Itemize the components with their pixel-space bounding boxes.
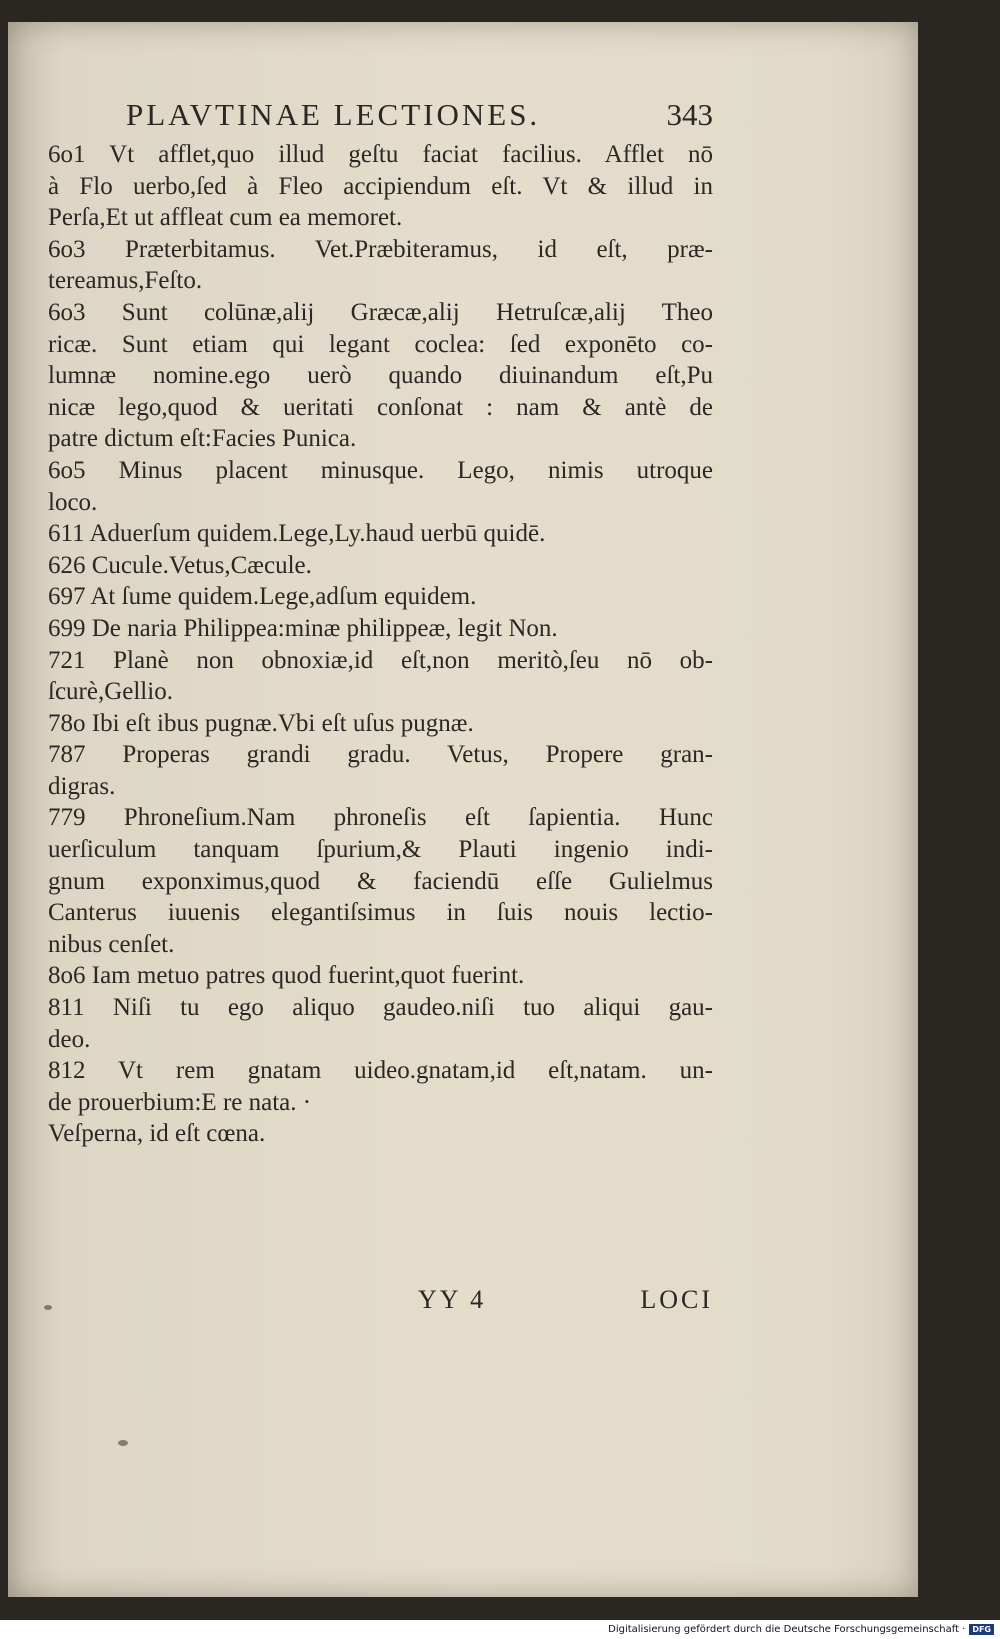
- text-line: 6o5 Minus placent minusque. Lego, nimis utroque: [48, 456, 713, 484]
- text-line: 611 Aduerſum quidem.Lege,Ly.haud uerbū quidē.: [48, 520, 546, 548]
- text-line: ſcurè,Gellio.: [48, 678, 173, 706]
- text-line: Perſa,Et ut affleat cum ea memoret.: [48, 204, 403, 232]
- catchword: LOCI: [640, 1285, 713, 1314]
- text-line: uerſiculum tanquam ſpurium,& Plauti ingenio indi-: [48, 836, 713, 864]
- text-line: 699 De naria Philippea:minæ philippeæ, legit Non.: [48, 614, 558, 642]
- text-line: tereamus,Feſto.: [48, 267, 203, 295]
- digitization-footer: [608, 1622, 994, 1637]
- text-line: patre dictum eſt:Facies Punica.: [48, 425, 357, 453]
- text-line: 626 Cucule.Vetus,Cæcule.: [48, 551, 312, 579]
- running-head: [48, 97, 713, 139]
- text-line: 6o3 Sunt colūnæ,alij Græcæ,alij Hetruſcæ,alij Theo: [48, 298, 713, 326]
- text-line: Veſperna, id eſt cœna.: [48, 1120, 266, 1148]
- page-number: 343: [666, 97, 713, 132]
- text-line: de prouerbium:E re nata. ·: [48, 1088, 312, 1116]
- text-line: 779 Phroneſium.Nam phroneſis eſt ſapientia. Hunc: [48, 804, 713, 832]
- text-line: 787 Properas grandi gradu. Vetus, Propere gran-: [48, 741, 713, 769]
- text-line: à Flo uerbo,ſed à Fleo accipiendum eſt. Vt & illud in: [48, 172, 713, 200]
- text-line: 697 At ſume quidem.Lege,adſum equidem.: [48, 583, 477, 611]
- text-line: nibus cenſet.: [48, 930, 175, 958]
- text-line: nicæ lego,quod & ueritati conſonat : nam & antè de: [48, 393, 713, 421]
- text-line: ricæ. Sunt etiam qui legant coclea: ſed exponēto co-: [48, 330, 713, 358]
- text-line: 6o3 Præterbitamus. Vet.Præbiteramus, id eſt, præ-: [48, 235, 713, 263]
- text-line: 811 Niſi tu ego aliquo gaudeo.niſi tuo aliqui gau-: [48, 994, 713, 1022]
- ink-smudge: [118, 1440, 128, 1446]
- book-page: [8, 22, 918, 1597]
- running-head-title: PLAVTINAE LECTIONES.: [126, 97, 541, 132]
- text-block: [48, 97, 713, 1314]
- catch-line: [48, 1285, 713, 1319]
- text-line: deo.: [48, 1025, 91, 1053]
- text-line: 78o Ibi eſt ibus pugnæ.Vbi eſt uſus pugnæ.: [48, 709, 474, 737]
- dfg-logo: DFG: [969, 1624, 994, 1635]
- text-line: 6o1 Vt afflet,quo illud geſtu faciat facilius. Afflet nō: [48, 141, 713, 168]
- text-line: loco.: [48, 488, 98, 516]
- text-line: Canterus iuuenis elegantiſsimus in ſuis nouis lectio-: [48, 899, 713, 927]
- footer-text: Digitalisierung gefördert durch die Deutsche Forschungsgemeinschaft ·: [608, 1624, 966, 1635]
- text-line: lumnæ nomine.ego uerò quando diuinandum eſt,Pu: [48, 362, 713, 390]
- text-line: gnum exponximus,quod & faciendū eſſe Gulielmus: [48, 867, 713, 895]
- text-line: 8o6 Iam metuo patres quod fuerint,quot fuerint.: [48, 962, 525, 990]
- text-line: digras.: [48, 772, 116, 800]
- text-line: 721 Planè non obnoxiæ,id eſt,non meritò,ſeu nō ob-: [48, 646, 713, 674]
- text-line: 812 Vt rem gnatam uideo.gnatam,id eſt,natam. un-: [48, 1057, 713, 1085]
- signature-mark: YY 4: [418, 1285, 487, 1314]
- commentary-lines: [48, 139, 713, 1150]
